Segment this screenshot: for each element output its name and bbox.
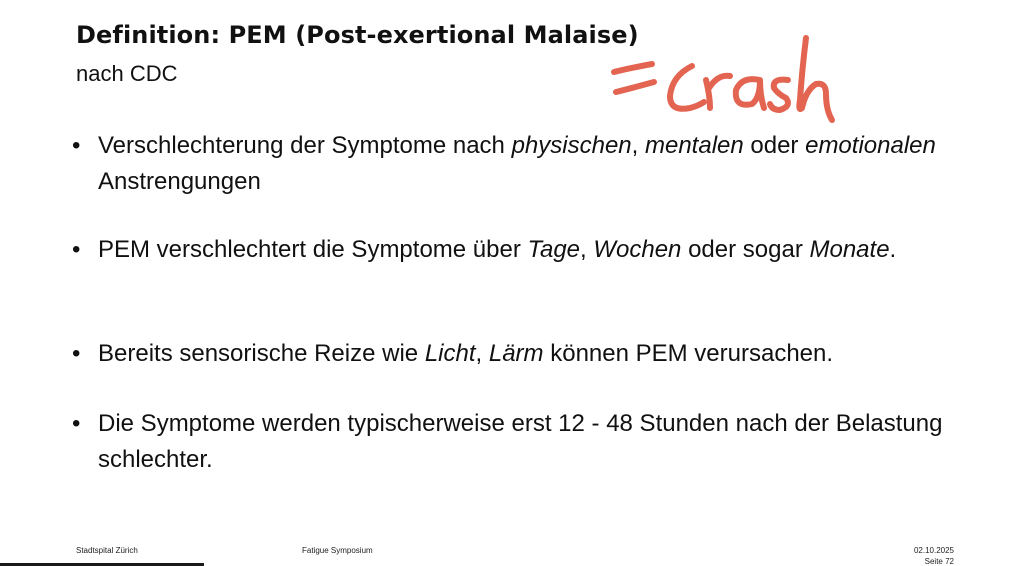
bullet-text-segment: ,	[475, 340, 489, 367]
bullet-item	[72, 406, 952, 478]
bullet-dot: •	[72, 236, 81, 263]
footer-date: 02.10.2025	[913, 546, 954, 555]
bullet-text	[98, 128, 952, 200]
bullet-text-segment: ,	[631, 132, 645, 159]
bullet-text-segment: oder sogar	[681, 236, 810, 263]
bullet-text-segment: Verschlechterung der Symptome nach	[98, 132, 512, 159]
bullet-text	[98, 406, 952, 478]
emphasized-text: emotionalen	[805, 132, 936, 159]
bullet-text-segment: Die Symptome werden typischerweise erst 12 - 48 Stunden nach der Belastung schlechter.	[98, 410, 943, 473]
footer-institution: Stadtspital Zürich	[76, 546, 138, 555]
emphasized-text: Monate	[809, 236, 890, 263]
bullet-dot: •	[72, 132, 81, 159]
footer-event: Fatigue Symposium	[302, 546, 373, 555]
handwritten-annotation-crash	[610, 30, 840, 130]
emphasized-text: Licht	[424, 340, 476, 367]
bullet-item	[72, 128, 952, 200]
bullet-text-segment: PEM verschlechtert die Symptome über	[98, 236, 528, 263]
bullet-text	[98, 232, 952, 268]
slide-subtitle: nach CDC	[76, 61, 178, 86]
bullet-item	[72, 232, 952, 268]
emphasized-text: Tage	[527, 236, 581, 263]
bullet-text-segment: .	[889, 236, 897, 263]
bullet-text	[98, 336, 952, 372]
bullet-text-segment: Bereits sensorische Reize wie	[98, 340, 425, 367]
bullet-item	[72, 336, 952, 372]
bullet-dot: •	[72, 340, 81, 367]
emphasized-text: physischen	[511, 132, 632, 159]
emphasized-text: mentalen	[644, 132, 744, 159]
bullet-text-segment: oder	[743, 132, 806, 159]
bullet-text-segment: Anstrengungen	[98, 168, 261, 195]
bullet-text-segment: können PEM verursachen.	[543, 340, 834, 367]
emphasized-text: Wochen	[593, 236, 682, 263]
emphasized-text: Lärm	[488, 340, 544, 367]
bullet-text-segment: ,	[580, 236, 594, 263]
footer-page-number: Seite 72	[924, 557, 954, 566]
slide-title: Definition: PEM (Post-exertional Malaise)	[76, 21, 639, 49]
bullet-dot: •	[72, 410, 81, 437]
